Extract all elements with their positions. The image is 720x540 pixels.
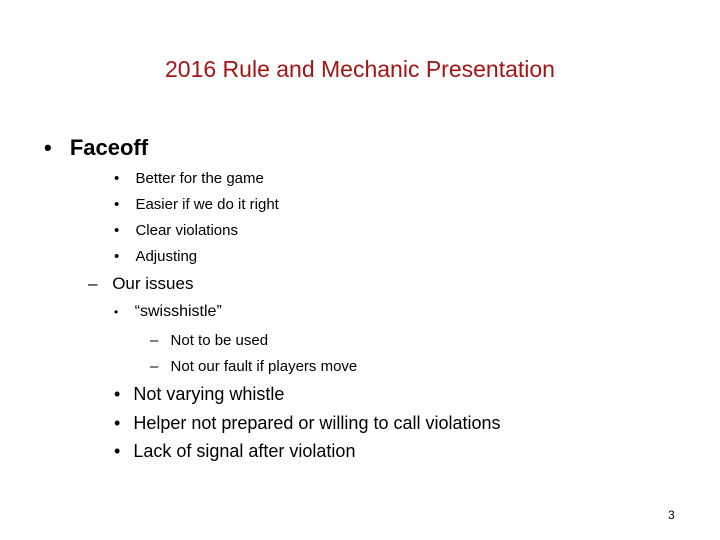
bullet-lack-of-signal (114, 441, 355, 462)
bullet-text: Faceoff (69, 135, 149, 160)
bullet-icon: • (114, 248, 120, 265)
dash-icon: – (88, 274, 98, 293)
bullet-icon: • (114, 222, 120, 239)
bullet-icon: • (44, 135, 52, 160)
bullet-text: “swisshistle” (134, 303, 222, 320)
bullet-icon: • (114, 413, 121, 433)
dash-not-our-fault (150, 358, 357, 375)
bullet-icon: • (114, 441, 121, 461)
bullet-icon: • (114, 384, 121, 404)
bullet-adjusting (114, 248, 197, 265)
bullet-text: Not varying whistle (133, 384, 285, 404)
bullet-text: Clear violations (135, 222, 238, 239)
bullet-text: Helper not prepared or willing to call violations (133, 413, 501, 433)
bullet-swisshistle (114, 303, 222, 321)
bullet-helper-not-prepared (114, 413, 501, 434)
bullet-better-for-game (114, 170, 264, 187)
dash-not-to-be-used (150, 332, 268, 349)
slide-title: 2016 Rule and Mechanic Presentation (165, 56, 555, 82)
bullet-text: Lack of signal after violation (133, 441, 356, 461)
dash-icon: – (150, 332, 159, 349)
dash-icon: – (150, 358, 159, 375)
bullet-not-varying-whistle (114, 384, 284, 405)
bullet-text: Not our fault if players move (170, 358, 358, 375)
bullet-text: Not to be used (170, 332, 269, 349)
bullet-clear-violations (114, 222, 238, 239)
bullet-icon: • (114, 196, 120, 213)
page-number: 3 (668, 508, 675, 522)
bullet-easier (114, 196, 279, 213)
bullet-faceoff (44, 135, 148, 161)
bullet-text: Adjusting (135, 248, 198, 265)
bullet-icon: • (114, 305, 119, 319)
bullet-icon: • (114, 170, 120, 187)
bullet-text: Easier if we do it right (135, 196, 279, 213)
bullet-text: Better for the game (135, 170, 264, 187)
bullet-text: Our issues (112, 274, 194, 293)
dash-our-issues (88, 274, 193, 294)
